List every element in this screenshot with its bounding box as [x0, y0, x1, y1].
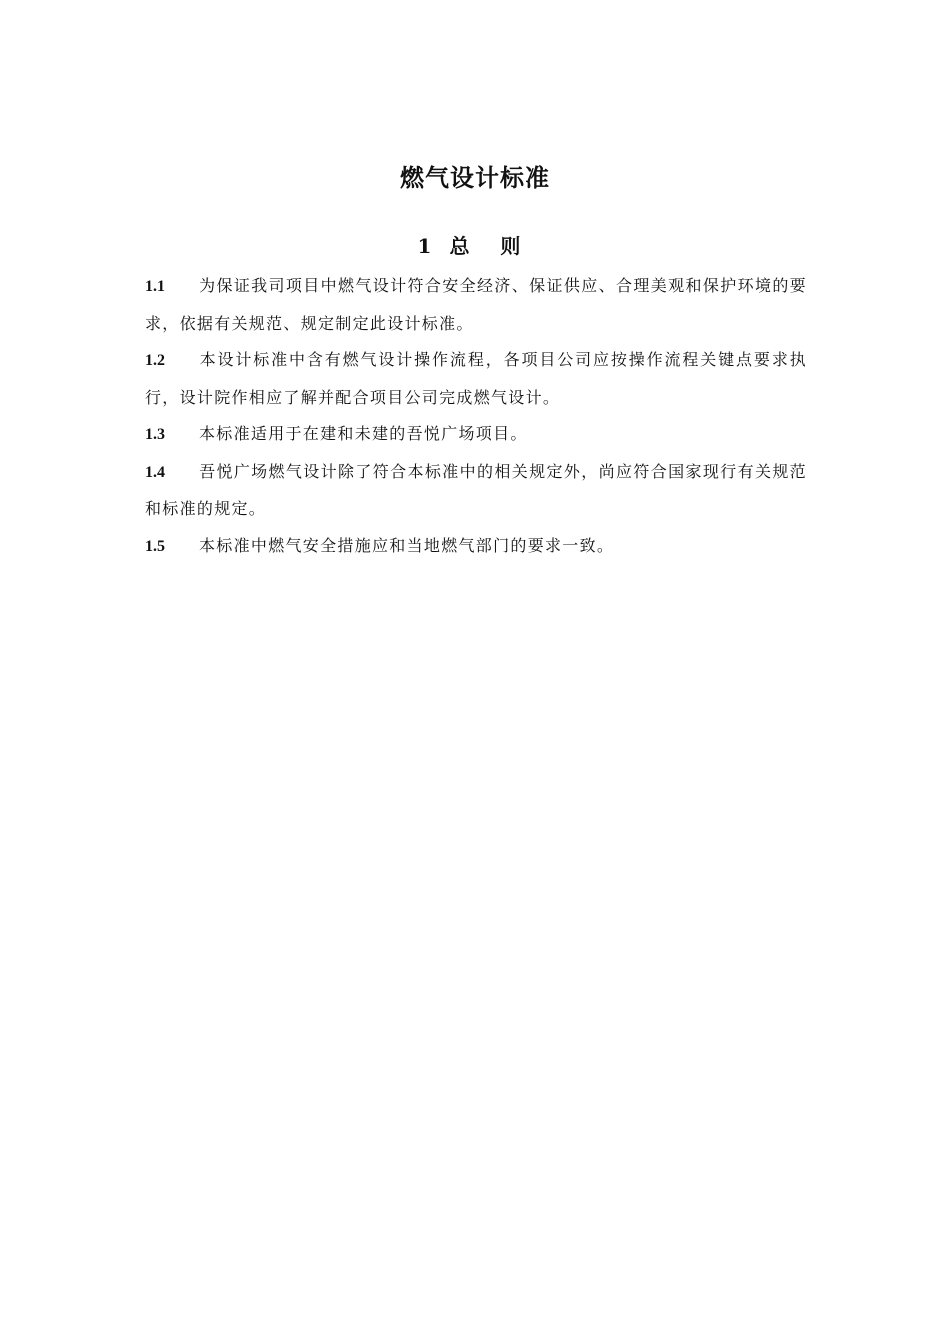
- clause-1-2: [145, 342, 807, 416]
- clause-number: 1.1: [145, 278, 165, 295]
- section-number: 1: [417, 234, 436, 258]
- clause-1-5: [145, 528, 807, 566]
- section-heading: [0, 230, 950, 259]
- clause-1-3: [145, 416, 807, 454]
- clause-text: 本标准中燃气安全措施应和当地燃气部门的要求一致。: [199, 535, 615, 555]
- clause-text: 本设计标准中含有燃气设计操作流程，各项目公司应按操作流程关键点要求执行，设计院作相应了解并配合项目公司完成燃气设计。: [145, 350, 807, 407]
- clause-1-4: [145, 454, 807, 528]
- clause-number: 1.5: [145, 537, 165, 555]
- section-title: 总 则: [449, 234, 533, 258]
- clause-text: 本标准适用于在建和未建的吾悦广场项目。: [199, 424, 528, 443]
- clause-text: 吾悦广场燃气设计除了符合本标准中的相关规定外，尚应符合国家现行有关规范和标准的规定。: [145, 461, 807, 518]
- clause-number: 1.4: [145, 463, 165, 481]
- clause-number: 1.2: [145, 352, 165, 369]
- document-title: 燃气设计标准: [400, 164, 550, 192]
- clause-text: 为保证我司项目中燃气设计符合安全经济、保证供应、合理美观和保护环境的要求，依据有关规范、规定制定此设计标准。: [145, 276, 807, 333]
- clause-list: [145, 268, 807, 565]
- clause-1-1: [145, 268, 807, 342]
- clause-number: 1.3: [145, 426, 165, 443]
